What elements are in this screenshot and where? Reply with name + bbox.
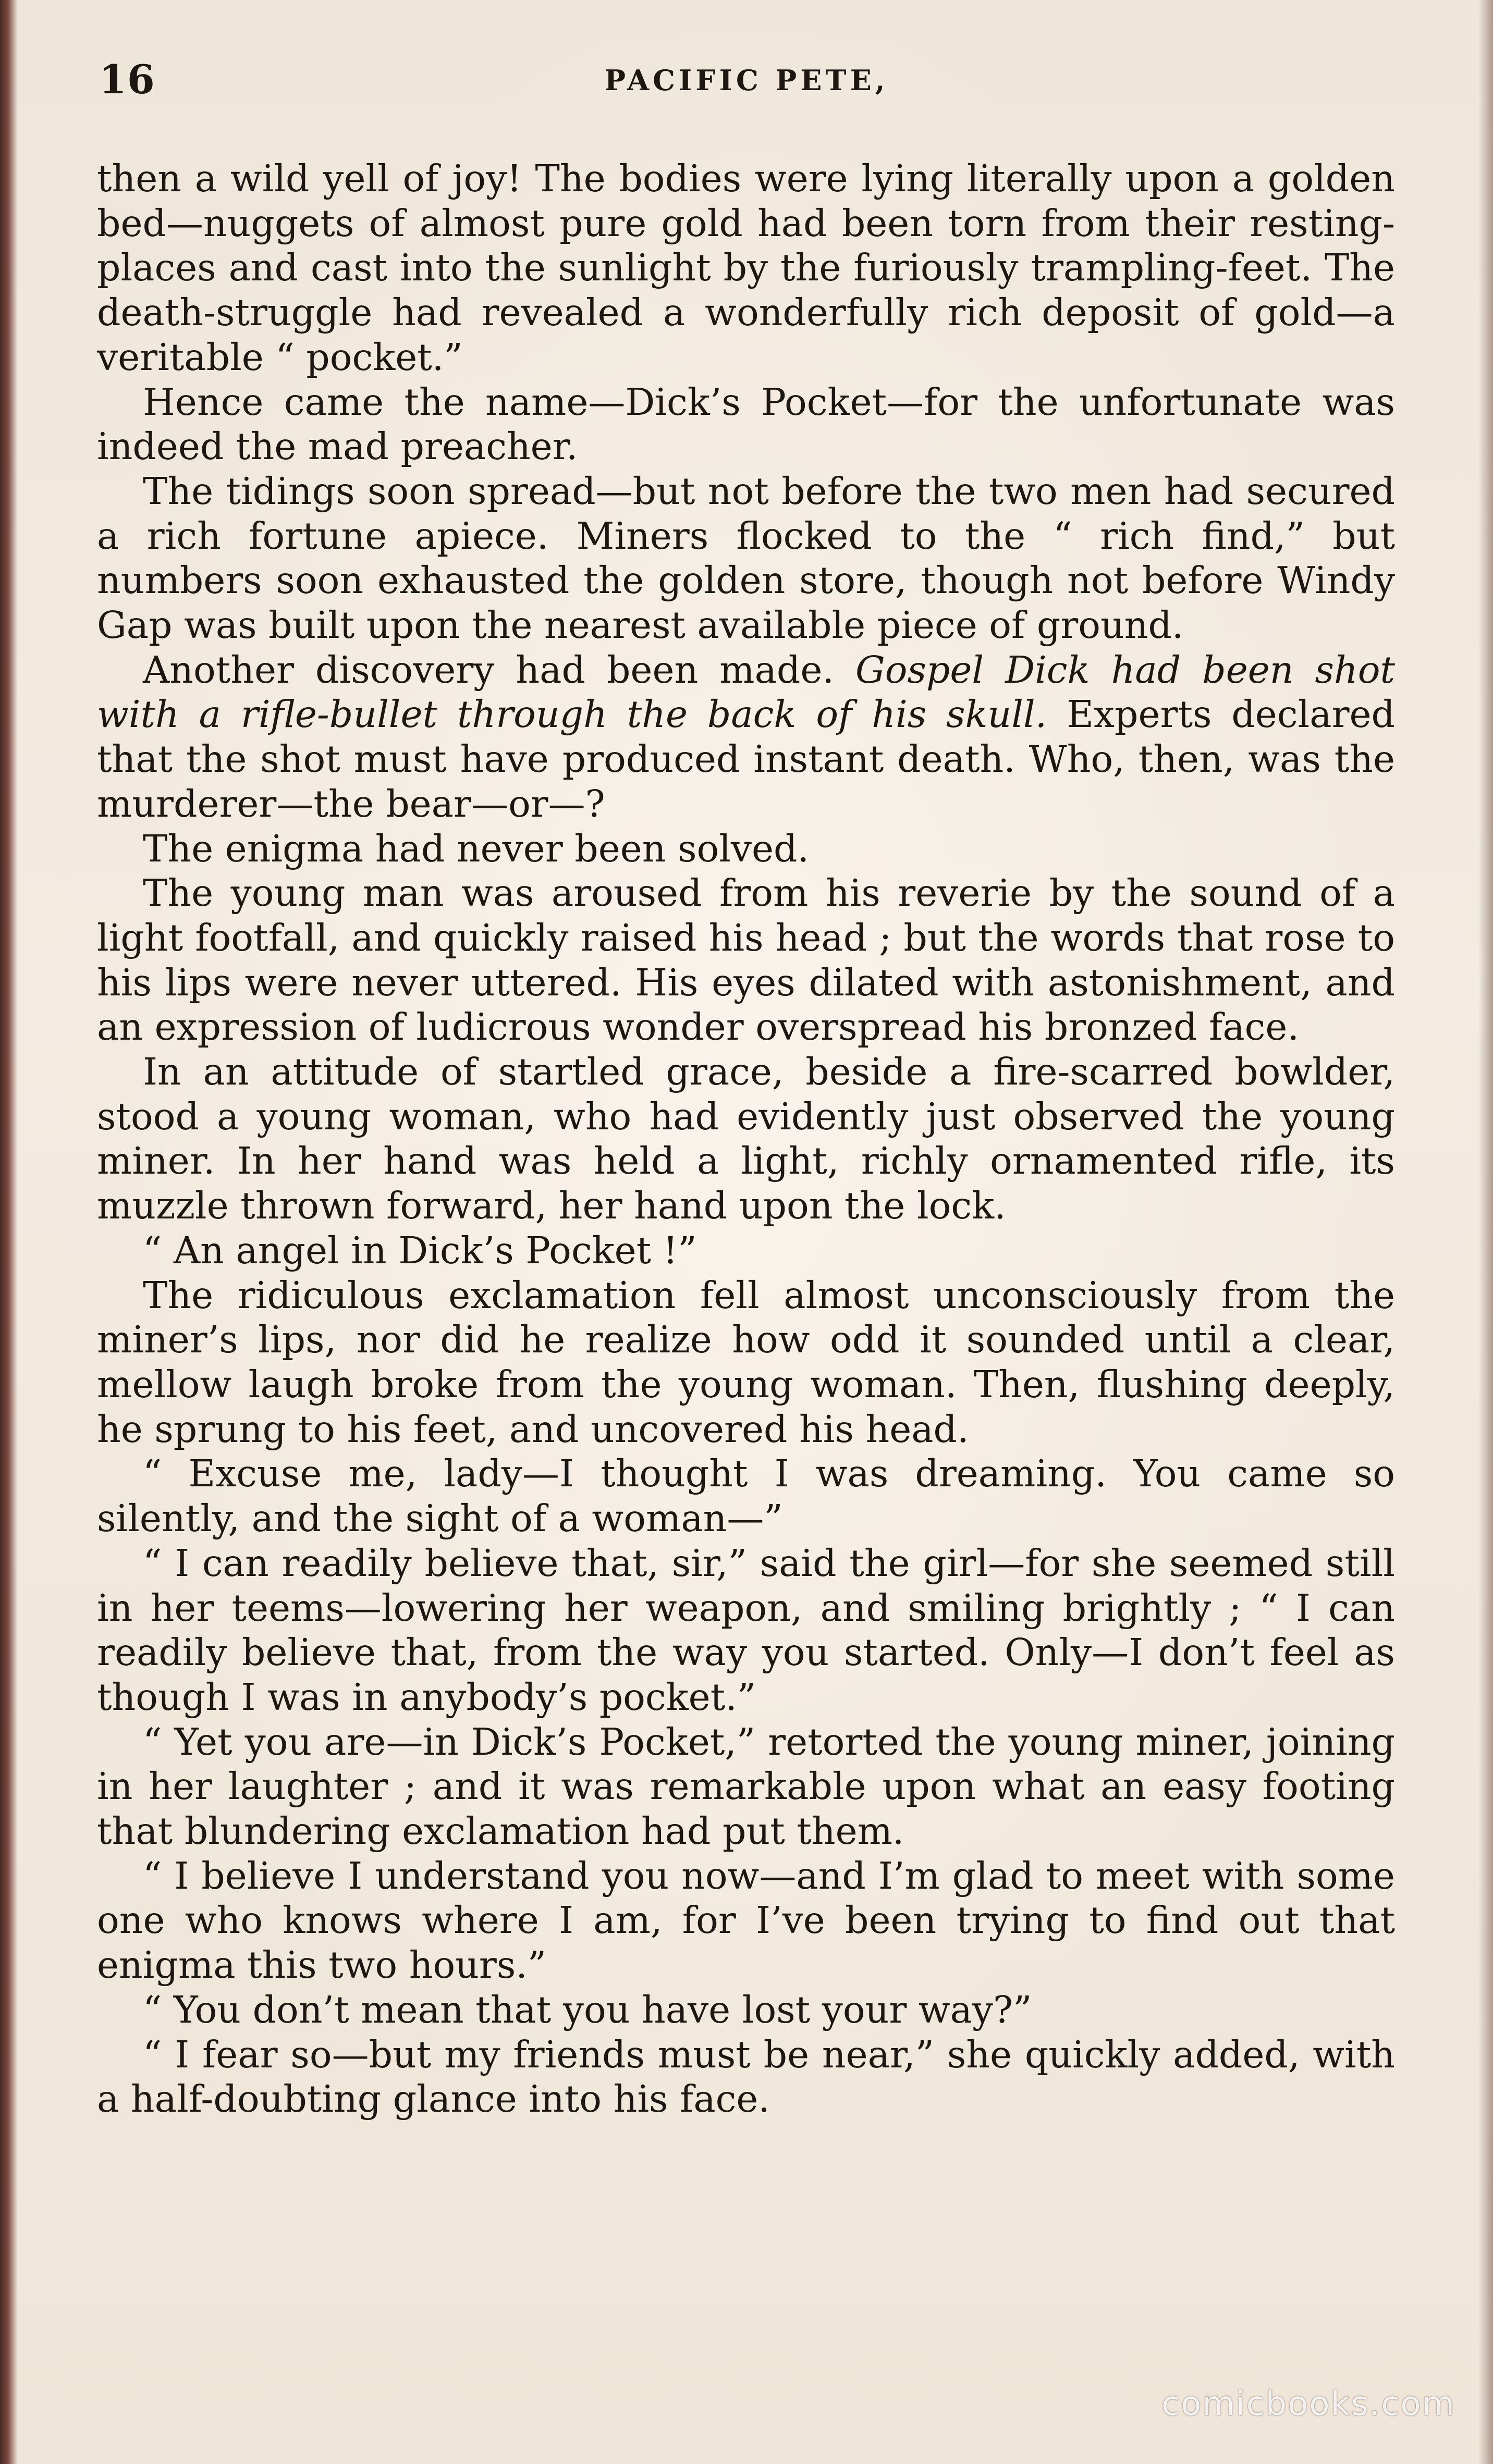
page-header	[99, 56, 1394, 108]
paragraph-lead: Another discovery had been made.	[143, 648, 834, 692]
paragraph: The enigma had never been solved.	[143, 827, 810, 870]
paragraph: The ridiculous exclamation fell almost unconsciously from the miner’s lips, nor did he realize how odd it sounded until a clear, mellow laugh broke from the young woman. Then, flushing deeply, he sprung to his feet, and uncovered his head.	[97, 1273, 1395, 1451]
paragraph: then a wild yell of joy! The bodies were lying literally upon a golden bed—nuggets of almost pure gold had been torn from their resting-places and cast into the sunlight by the furiously trampling-feet. The death-struggle had revealed a wonderfully rich deposit of gold—a veritable “ pocket.”	[97, 157, 1395, 379]
paragraph: “ Yet you are—in Dick’s Pocket,” retorted the young miner, joining in her laughter ; and it was remarkable upon what an easy footing that blundering exclamation had put them.	[97, 1720, 1395, 1853]
page-number: 16	[99, 56, 155, 103]
italic-emphasis: Gospel Dick had been shot with a rifle-bullet through the back of his skull.	[97, 648, 1395, 736]
paragraph: In an attitude of startled grace, beside a fire-scarred bowlder, stood a young woman, who had evidently just observed the young miner. In her hand was held a light, richly ornamented rifle, its muzzle thrown forward, her hand upon the lock.	[97, 1050, 1395, 1228]
paragraph: “ Excuse me, lady—I thought I was dreaming. You came so silently, and the sight of a woman—”	[97, 1452, 1395, 1541]
body-text	[97, 156, 1395, 2122]
paragraph: “ An angel in Dick’s Pocket !”	[143, 1228, 697, 1272]
paragraph-tail: Experts declared that the shot must have produced instant death. Who, then, was the murderer—the bear—or—?	[97, 693, 1396, 826]
paragraph: “ I fear so—but my friends must be near,” she quickly added, with a half-doubting glance into his face.	[97, 2032, 1395, 2121]
paragraph: “ You don’t mean that you have lost your way?”	[143, 1988, 1032, 2031]
paragraph: Hence came the name—Dick’s Pocket—for the unfortunate was indeed the mad preacher.	[97, 380, 1395, 469]
watermark: comicbooks.com	[1161, 2385, 1455, 2423]
paragraph: The tidings soon spread—but not before the two men had secured a rich fortune apiece. Miners flocked to the “ rich find,” but numbers soon exhausted the golden store, though not before Windy Gap was built upon the nearest available piece of ground.	[97, 469, 1395, 647]
running-head: PACIFIC PETE,	[604, 64, 889, 97]
paragraph: The young man was aroused from his reverie by the sound of a light footfall, and quickly raised his head ; but the words that rose to his lips were never uttered. His eyes dilated with astonishment, and an expression of ludicrous wonder overspread his bronzed face.	[97, 871, 1395, 1049]
paragraph: “ I can readily believe that, sir,” said the girl—for she seemed still in her teems—lowering her weapon, and smiling brightly ; “ I can readily believe that, from the way you started. Only—I don’t feel as though I was in anybody’s pocket.”	[97, 1541, 1395, 1719]
paragraph: “ I believe I understand you now—and I’m glad to meet with some one who knows where I am, for I’ve been trying to find out that enigma this two hours.”	[97, 1854, 1395, 1987]
paragraph	[97, 648, 1395, 827]
